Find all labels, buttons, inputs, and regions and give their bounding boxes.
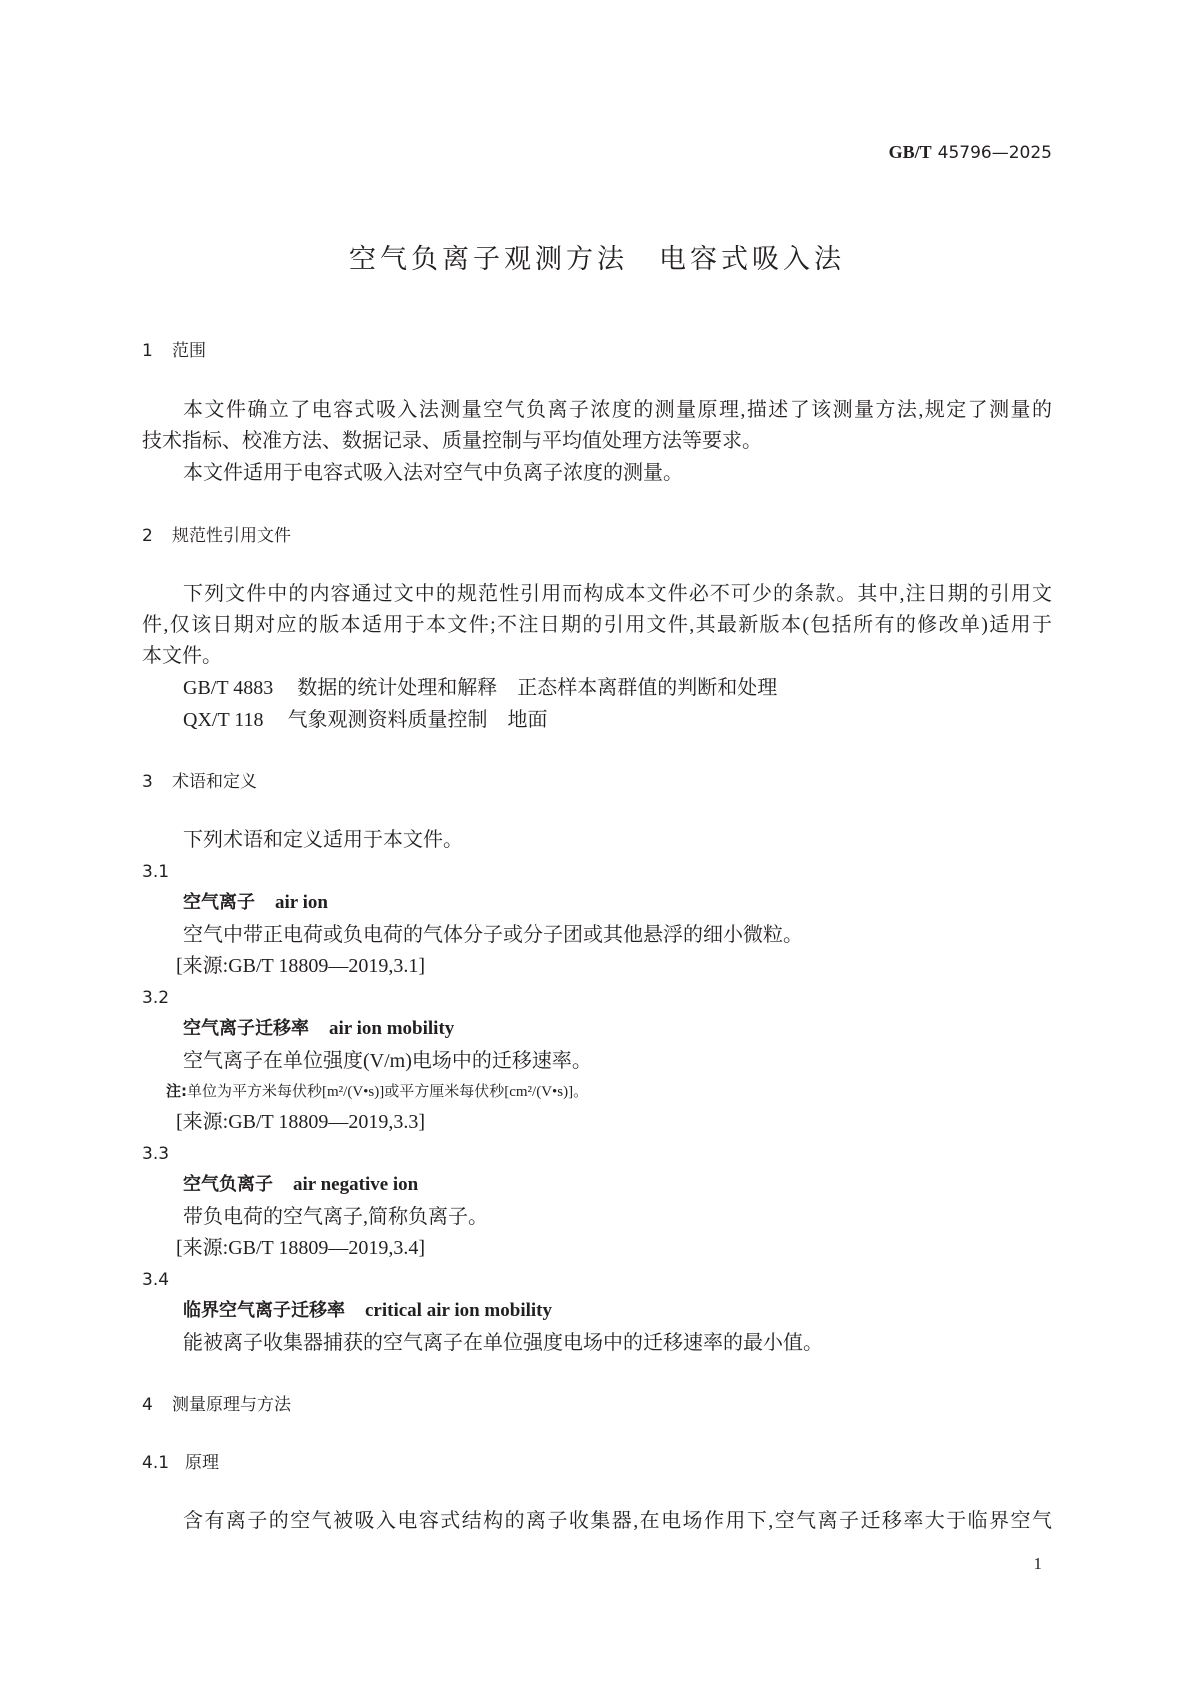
term-name-zh: 空气离子 (183, 892, 255, 913)
note-label: 注: (166, 1082, 187, 1100)
paragraph-line: 本文件适用于电容式吸入法对空气中负离子浓度的测量。 (183, 462, 683, 484)
term-definition: 能被离子收集器捕获的空气离子在单位强度电场中的迁移速率的最小值。 (183, 1332, 823, 1354)
term-name-en: air ion (275, 892, 328, 913)
reference-title: 气象观测资料质量控制 地面 (287, 709, 548, 731)
reference-item (183, 676, 1052, 700)
term-definition: 空气离子在单位强度(V/m)电场中的迁移速率。 (183, 1050, 592, 1072)
paragraph-line: 技术指标、校准方法、数据记录、质量控制与平均值处理方法等要求。 (142, 430, 762, 452)
subsection-title: 原理 (185, 1453, 219, 1473)
section-heading-scope (142, 340, 206, 362)
section-title: 术语和定义 (172, 772, 257, 792)
term-number: 3.3 (142, 1144, 170, 1164)
reference-code: GB/T 4883 (183, 677, 274, 699)
term-number: 3.2 (142, 988, 170, 1008)
paragraph-line: 下列文件中的内容通过文中的规范性引用而构成本文件必不可少的条款。其中,注日期的引用文 (183, 583, 1052, 605)
term-title (183, 1299, 552, 1323)
section-title: 规范性引用文件 (172, 526, 291, 546)
paragraph-line: 含有离子的空气被吸入电容式结构的离子收集器,在电场作用下,空气离子迁移率大于临界空气 (183, 1510, 1052, 1532)
term-name-zh: 空气负离子 (183, 1174, 273, 1195)
subsection-heading-principle (142, 1452, 219, 1474)
reference-code: QX/T 118 (183, 709, 264, 731)
paragraph-line: 本文件。 (142, 645, 222, 667)
term-number: 3.4 (142, 1270, 170, 1290)
term-source: [来源:GB/T 18809—2019,3.4] (176, 1237, 426, 1259)
term-name-zh: 临界空气离子迁移率 (183, 1300, 345, 1321)
section-number: 3 (142, 772, 153, 792)
term-name-zh: 空气离子迁移率 (183, 1018, 309, 1039)
section-number: 1 (142, 341, 153, 361)
term-name-en: air ion mobility (329, 1018, 455, 1039)
paragraph-line: 件,仅该日期对应的版本适用于本文件;不注日期的引用文件,其最新版本(包括所有的修改单)适用于 (142, 614, 1052, 636)
subsection-number: 4.1 (142, 1453, 170, 1473)
term-definition: 带负电荷的空气离子,简称负离子。 (183, 1206, 488, 1228)
term-title (183, 1017, 454, 1041)
term-title (183, 891, 328, 915)
document-title: 空气负离子观测方法 电容式吸入法 (349, 244, 845, 275)
section-title: 范围 (172, 341, 206, 361)
paragraph-line: 本文件确立了电容式吸入法测量空气负离子浓度的测量原理,描述了该测量方法,规定了测量的 (183, 399, 1052, 421)
standard-number: 45796—2025 (937, 143, 1052, 163)
paragraph-line: 下列术语和定义适用于本文件。 (183, 829, 463, 851)
term-definition: 空气中带正电荷或负电荷的气体分子或分子团或其他悬浮的细小微粒。 (183, 924, 803, 946)
standard-prefix: GB/T (888, 142, 932, 162)
term-note (166, 1081, 588, 1102)
section-heading-terms-definitions (142, 771, 257, 793)
term-source: [来源:GB/T 18809—2019,3.3] (176, 1111, 426, 1133)
reference-title: 数据的统计处理和解释 正态样本离群值的判断和处理 (297, 677, 778, 699)
section-title: 测量原理与方法 (172, 1395, 291, 1415)
reference-item (183, 708, 1052, 732)
standard-code-header (889, 141, 1052, 164)
section-heading-normative-references (142, 525, 291, 547)
term-name-en: air negative ion (293, 1174, 419, 1195)
term-number: 3.1 (142, 862, 170, 882)
section-number: 4 (142, 1395, 153, 1415)
term-source: [来源:GB/T 18809—2019,3.1] (176, 955, 426, 977)
page-number: 1 (1033, 1554, 1042, 1573)
term-name-en: critical air ion mobility (365, 1300, 552, 1321)
section-heading-principle-method (142, 1394, 291, 1416)
term-title (183, 1173, 418, 1197)
note-text: 单位为平方米每伏秒[m²/(V•s)]或平方厘米每伏秒[cm²/(V•s)]。 (187, 1084, 589, 1100)
section-number: 2 (142, 526, 153, 546)
